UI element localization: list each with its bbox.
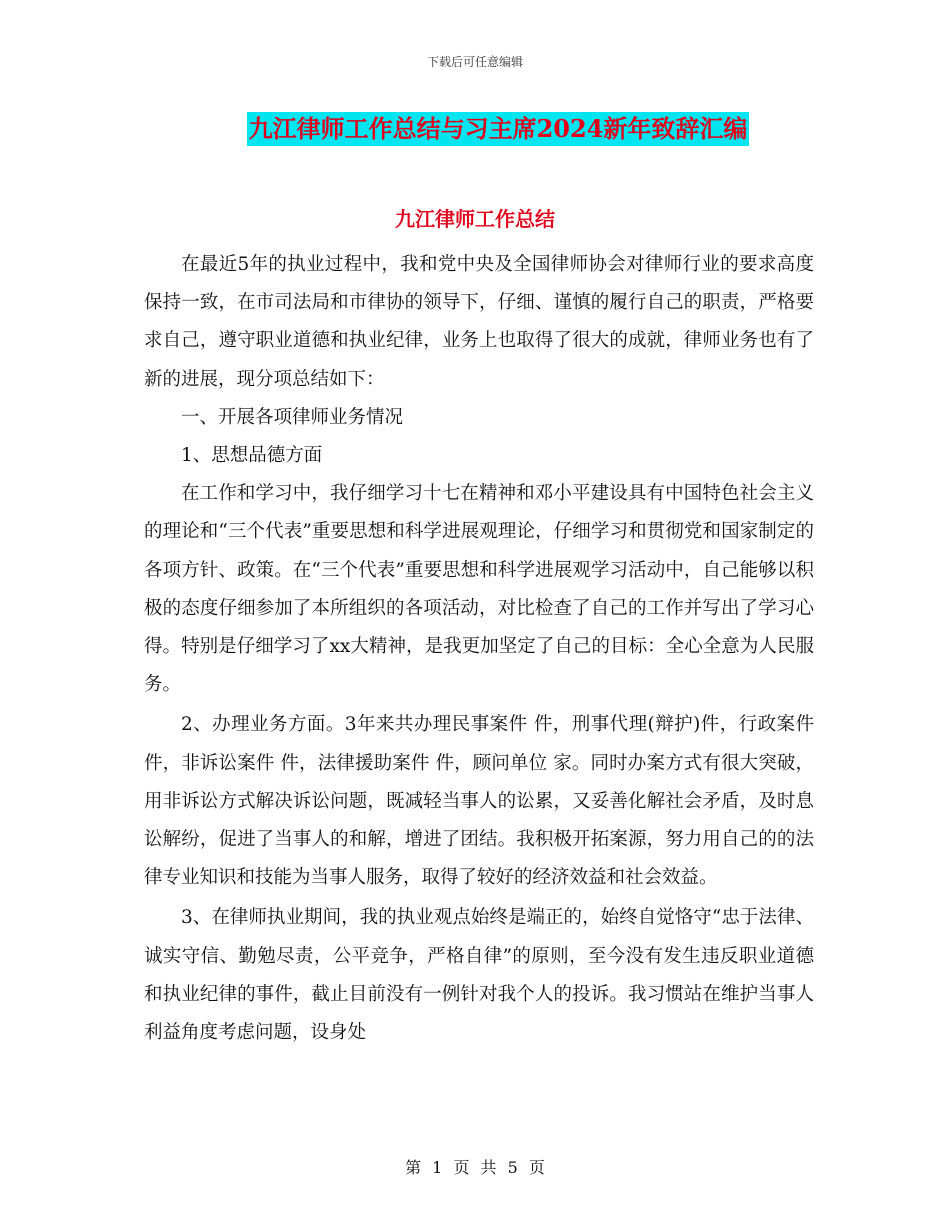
paragraph-ideology: 在工作和学习中，我仔细学习十七在精神和邓小平建设具有中国特色社会主义的理论和“三个代表”重要思想和科学进展观理论，仔细学习和贯彻党和国家制定的各项方针、政策。在“三个代表”重要思想和科学进展观学习活动中，自己能够以积极的态度仔细参加了本所组织的各项活动，对比检查了自己的工作并写出了学习心得。特别是仔细学习了xx大精神，是我更加坚定了自己的目标：全心全意为人民服务。 [144, 483, 814, 696]
document-body [144, 246, 814, 1052]
heading-business-overview: 一、开展各项律师业务情况 [181, 406, 404, 428]
section-title: 九江律师工作总结 [395, 207, 555, 231]
document-title-text: 九江律师工作总结与习主席2024新年致辞汇编 [247, 112, 750, 146]
page-footer: 第 1 页 共 5 页 [405, 1158, 545, 1177]
header-note: 下载后可任意编辑 [426, 55, 523, 69]
heading-ideology-morality: 1、思想品德方面 [181, 445, 323, 467]
paragraph-professional-conduct: 3、在律师执业期间，我的执业观点始终是端正的，始终自觉恪守“忠于法律、诚实守信、勤勉尽责，公平竞争，严格自律”的原则，至今没有发生违反职业道德和执业纪律的事件，截止目前没有一例针对我个人的投诉。我习惯站在维护当事人利益角度考虑问题，设身处 [144, 907, 814, 1044]
paragraph-intro: 在最近5年的执业过程中，我和党中央及全国律师协会对律师行业的要求高度保持一致，在市司法局和市律协的领导下，仔细、谨慎的履行自己的职责，严格要求自己，遵守职业道德和执业纪律，业务上也取得了很大的成就，律师业务也有了新的进展，现分项总结如下： [144, 254, 814, 390]
document-title [0, 112, 950, 149]
paragraph-case-handling: 2、办理业务方面。3年来共办理民事案件 件，刑事代理(辩护)件，行政案件 件，非诉讼案件 件，法律援助案件 件，顾问单位 家。同时办案方式有很大突破，用非诉讼方式解决诉讼问题，既减轻当事人的讼累，又妥善化解社会矛盾，及时息讼解纷，促进了当事人的和解，增进了团结。我积极开拓案源，努力用自己的的法律专业知识和技能为当事人服务，取得了较好的经济效益和社会效益。 [144, 714, 814, 889]
